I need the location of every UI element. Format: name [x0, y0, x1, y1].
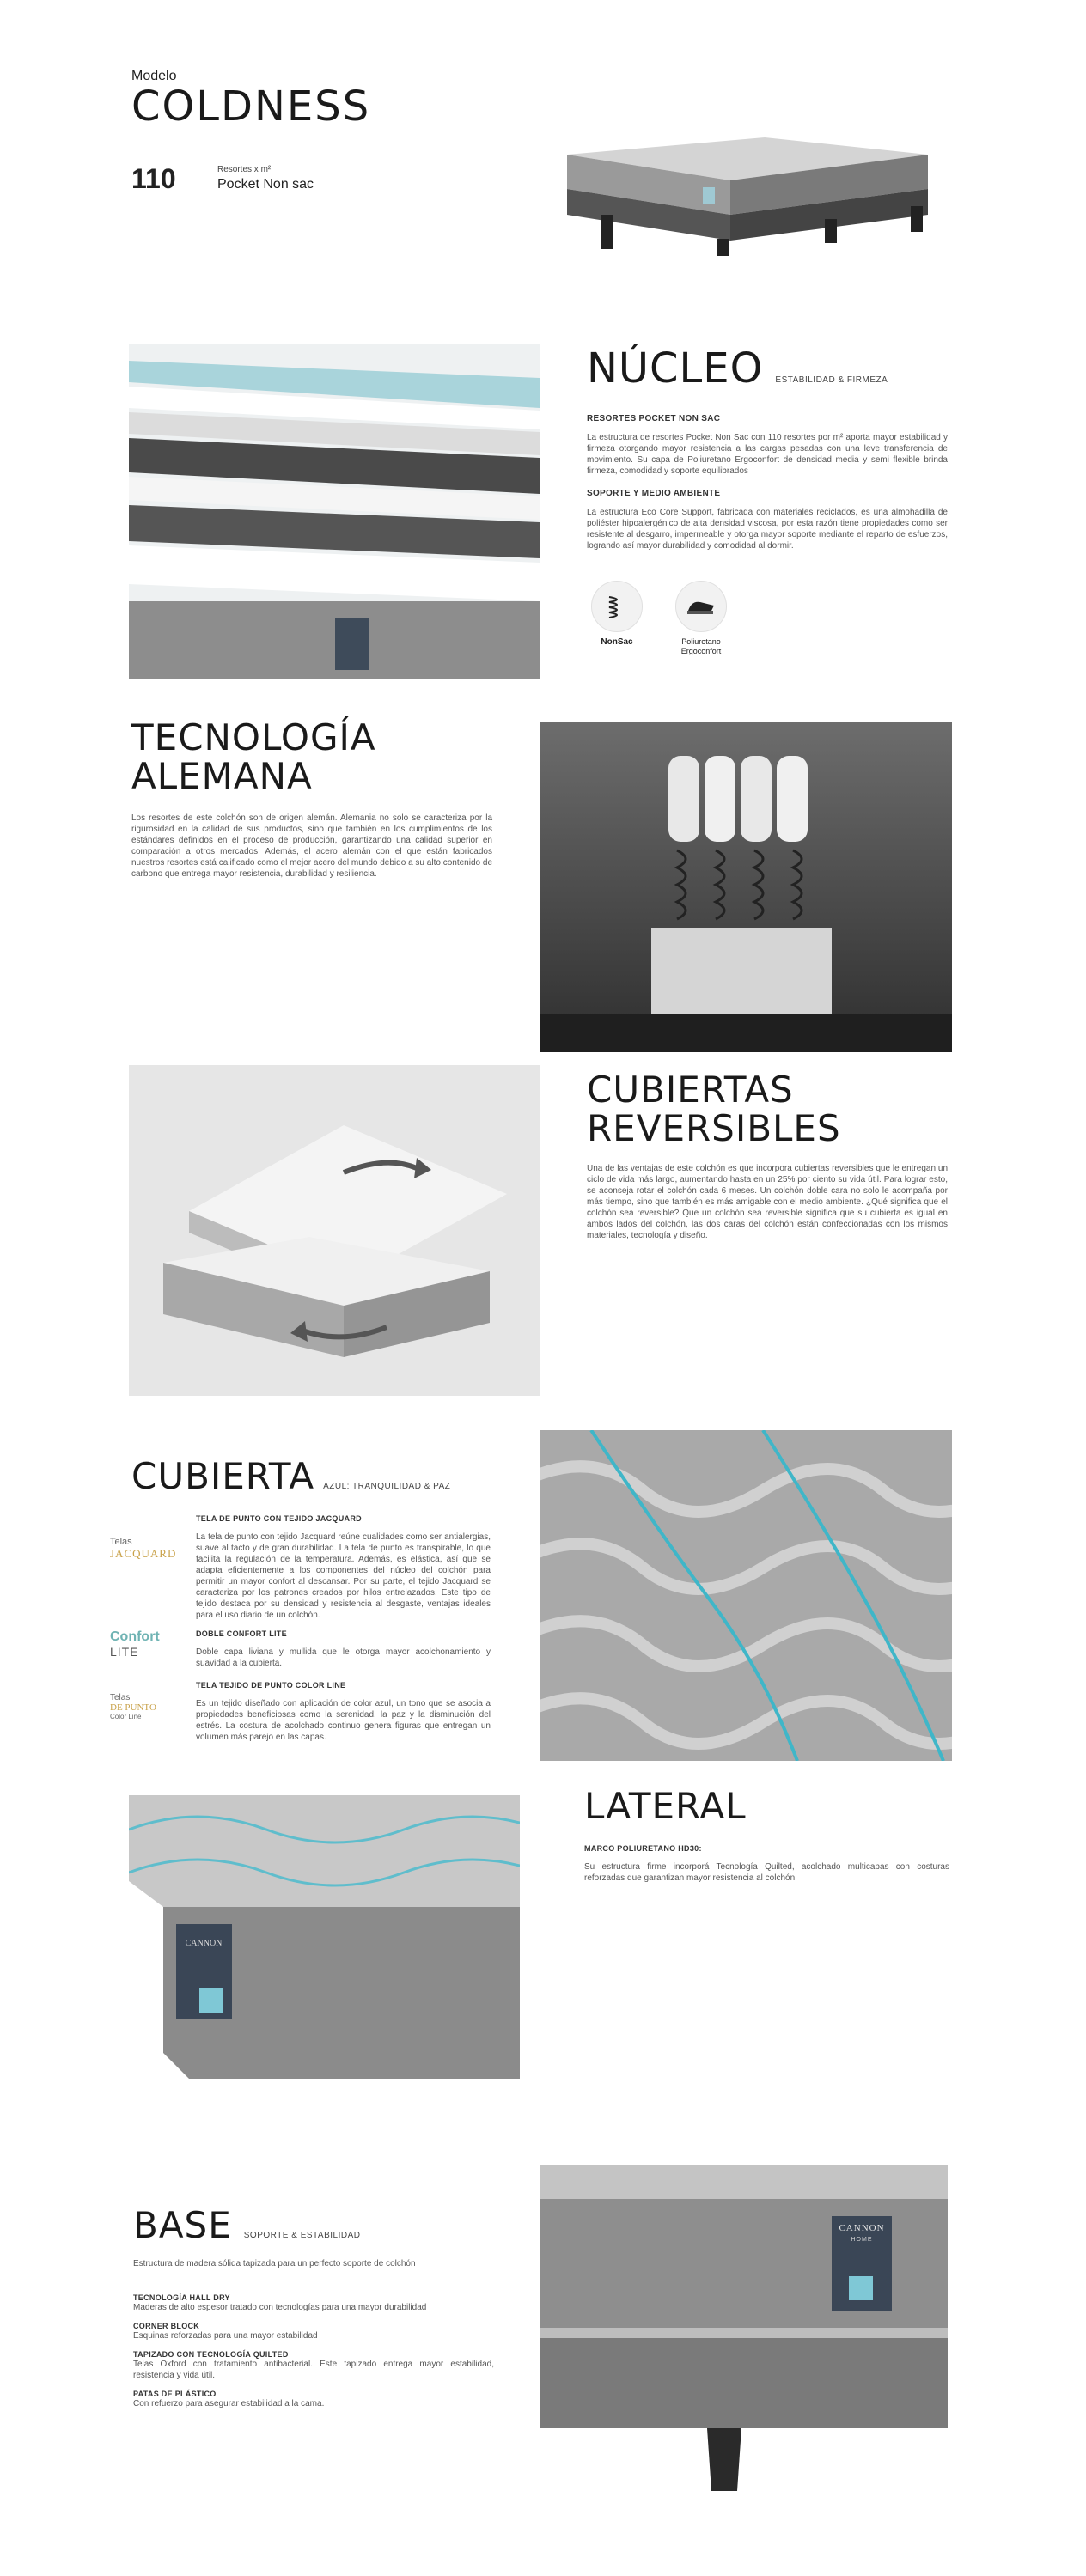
nucleo-heading-2: SOPORTE Y MEDIO AMBIENTE [587, 488, 721, 498]
base-item-1 [133, 2293, 511, 2313]
model-label: Modelo [131, 69, 177, 83]
nucleo-body-2: La estructura Eco Core Support, fabricada con materiales reciclados, es una almohadilla de poliéster hipoalergénico de alta densidad viscosa, por esta razón tiene propiedades como ser resistente al desgarro, impermeable y otorga mayor soporte mediante el reparto de esfuerzos, logrando así mayor durabilidad y comodidad al dormir. [587, 507, 948, 551]
confort-heading: DOBLE CONFORT LITE [196, 1629, 287, 1638]
bed-product-image [550, 120, 945, 258]
base-item-1-body: Maderas de alto espesor tratado con tecnologías para una mayor durabilidad [133, 2302, 427, 2312]
base-item-2 [133, 2322, 511, 2342]
cubierta-title: CUBIERTA [131, 1455, 315, 1497]
nonsac-label: NonSac [601, 636, 633, 647]
base-item-4 [133, 2390, 511, 2409]
jacquard-heading: TELA DE PUNTO CON TEJIDO JACQUARD [196, 1513, 362, 1523]
colorline-heading: TELA TEJIDO DE PUNTO COLOR LINE [196, 1680, 346, 1690]
tecnologia-title-2: ALEMANA [131, 754, 313, 797]
lateral-title: LATERAL [584, 1785, 747, 1827]
base-item-4-heading: PATAS DE PLÁSTICO [133, 2389, 217, 2398]
reversible-mattress-image [129, 1065, 540, 1396]
cannon-logo-text: CANNON [185, 1939, 223, 1948]
model-name: COLDNESS [131, 82, 371, 131]
tecnologia-title-1: TECNOLOGÍA [131, 716, 376, 758]
nucleo-subtitle: ESTABILIDAD & FIRMEZA [775, 375, 888, 385]
spring-icon [591, 581, 643, 632]
cubierta-item-colorline [110, 1681, 497, 1743]
cubierta-item-jacquard [110, 1514, 497, 1621]
colorline-logo-main: DE PUNTO [110, 1702, 156, 1713]
colorline-body: Es un tejido diseñado con aplicación de color azul, un tono que se asocia a propiedades beneficiosas como la serenidad, la paz y la disminución del estrés. La costura de acolchado continuo genera figuras que entregan un volumen más parejo en las capas. [196, 1698, 491, 1742]
colorline-logo [110, 1681, 179, 1743]
base-item-2-heading: CORNER BLOCK [133, 2321, 200, 2330]
confort-body: Doble capa liviana y mullida que le otorga mayor acolchonamiento y suavidad a la cubierta. [196, 1647, 491, 1668]
foam-icon [675, 581, 727, 632]
spring-spec [131, 163, 415, 195]
nucleo-section [587, 344, 948, 656]
quilted-fabric-image [540, 1430, 952, 1761]
base-section [133, 2204, 511, 2409]
base-item-4-body: Con refuerzo para asegurar estabilidad a la cama. [133, 2398, 325, 2409]
cubiertas-body: Una de las ventajas de este colchón es que incorpora cubiertas reversibles que le entregan un ciclo de vida más largo, aumentando hasta en un 25% por ciento su vida útil. Para lograr esto, se aconseja rotar el colchón cada 6 meses. Un colchón doble cara no solo le acompaña por más tiempo, sino que también es más amigable con el medio ambiente. ¿Qué significa que el colchón sea reversible? Que un colchón sea reversible significa que su cubierta es igual en ambos lados del colchón, las dos caras del colchón están confeccionadas con los mismos materiales, tecnología y diseño. [587, 1163, 948, 1240]
spring-count: 110 [131, 162, 176, 194]
lateral-body: Su estructura firme incorporá Tecnología Quilted, acolchado multicapas con costuras reforzadas que garantizan mayor resistencia al colchón. [584, 1861, 949, 1883]
base-item-2-body: Esquinas reforzadas para una mayor estabilidad [133, 2330, 318, 2341]
cubiertas-title-1: CUBIERTAS [587, 1069, 794, 1111]
tecnologia-section [131, 716, 492, 880]
base-brand-label: CANNON [839, 2223, 885, 2233]
cubierta-section [110, 1455, 497, 1743]
cubiertas-section [587, 1069, 948, 1241]
tecnologia-body: Los resortes de este colchón son de origen alemán. Alemania no solo se caracteriza por la rigurosidad en la calidad de sus productos, sino que también en los cumplimientos de los estándares definidos en el proceso de producción, garantizando una calidad superior en comparación a otros mercados. Además, el acero alemán con el que están fabricados nuestros resortes está calificado como el mejor acero del mundo debido a su alto contenido de carbono que entrega mayor resistencia, durabilidad y resiliencia. [131, 813, 492, 879]
base-intro: Estructura de madera sólida tapizada para un perfecto soporte de colchón [133, 2258, 416, 2268]
product-header [131, 69, 415, 195]
colorline-logo-sub: Color Line [110, 1712, 142, 1720]
nucleo-heading-1: RESORTES POCKET NON SAC [587, 413, 721, 423]
jacquard-logo-main: JACQUARD [110, 1546, 177, 1560]
mattress-side-image [129, 1795, 520, 2096]
jacquard-body: La tela de punto con tejido Jacquard reúne cualidades como ser antialergias, suave al tacto y de gran durabilidad. La tela de punto es transpirable, lo que facilita la regulación de la temperatura. Además, es elástica, así que se adapta eficientemente a los componentes del núcleo del colchón para permitir un mayor confort al descansar. Por su parte, el tejido Jacquard se caracteriza por los patrones creados por hilos entrelazados. Este tipo de tejido destaca por su densidad y resistencia al desgaste, ventajas ideales para el uso diario de un colchón. [196, 1532, 491, 1620]
base-item-3 [133, 2350, 511, 2381]
base-subtitle: SOPORTE & ESTABILIDAD [243, 2231, 361, 2240]
confort-logo-top: Confort [110, 1629, 160, 1644]
nucleo-title: NÚCLEO [587, 344, 764, 393]
spring-unit: Resortes x m² [217, 165, 272, 175]
cubiertas-title-2: REVERSIBLES [587, 1106, 841, 1149]
nucleo-body-1: La estructura de resortes Pocket Non Sac con 110 resortes por m² aporta mayor estabilidad y firmeza otorgando mayor resistencia a las cargas pesadas con una leve transferencia de movimiento. Su capa de Poliuretano Ergoconfort de densidad media y semi flexible brinda firmeza, comodidad y soporte equilibrados [587, 432, 948, 476]
jacquard-logo [110, 1514, 179, 1621]
base-item-3-body: Telas Oxford con tratamiento antibacterial. Este tapizado entrega mayor estabilidad, resistencia y vida útil. [133, 2359, 494, 2380]
spring-type: Pocket Non sac [217, 177, 314, 192]
core-layers-image [129, 344, 540, 679]
lateral-section [584, 1785, 949, 1884]
colorline-logo-top: Telas [110, 1692, 131, 1702]
nonsac-feature [587, 581, 647, 656]
springs-photo [540, 722, 952, 1052]
nucleo-icons [587, 581, 948, 656]
confort-lite-logo [110, 1629, 179, 1669]
lateral-heading: MARCO POLIURETANO HD30: [584, 1843, 702, 1853]
confort-logo-main: LITE [110, 1644, 139, 1659]
base-title: BASE [133, 2204, 232, 2246]
foam-feature [671, 581, 731, 656]
foam-label: Poliuretano Ergoconfort [680, 636, 722, 655]
cubierta-subtitle: AZUL: TRANQUILIDAD & PAZ [323, 1482, 451, 1491]
cubierta-item-confort [110, 1629, 497, 1669]
jacquard-logo-top: Telas [110, 1536, 132, 1547]
bed-base-image [540, 2165, 948, 2500]
base-item-1-heading: TECNOLOGÍA HALL DRY [133, 2293, 230, 2302]
base-brand-sub: HOME [851, 2237, 873, 2243]
base-item-3-heading: TAPIZADO CON TECNOLOGÍA QUILTED [133, 2349, 289, 2359]
